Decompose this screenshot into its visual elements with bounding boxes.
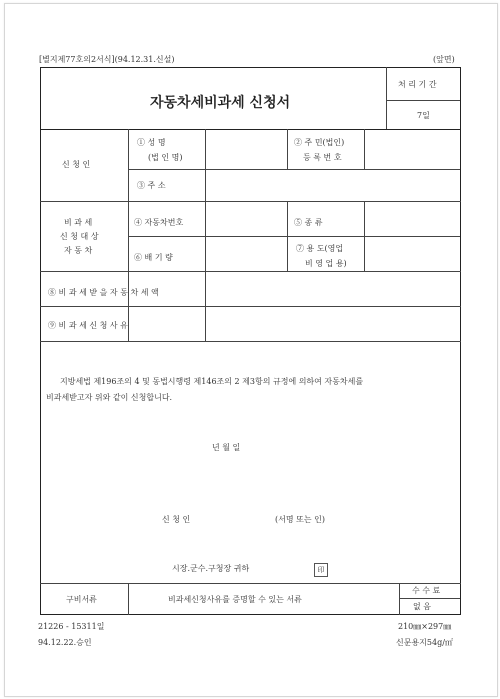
vehicle-section-label-2: 신 청 대 상: [60, 232, 99, 241]
form-title: 자동차세비과세 신청서: [150, 95, 291, 111]
title-divider: [386, 67, 387, 129]
name-label: ① 성 명: [137, 138, 166, 147]
processing-period-label: 처 리 기 간: [398, 80, 437, 89]
paper-size: 210㎜×297㎜: [398, 622, 452, 631]
vehicle-section-label-3: 자 동 차: [64, 246, 93, 255]
exempt-row-divider: [40, 306, 461, 307]
section-label-divider: [128, 129, 129, 341]
rrn-label-sub: 등 록 번 호: [303, 153, 342, 162]
paper-type: 신문용지54g/㎡: [396, 638, 453, 647]
reason-row-divider: [40, 341, 461, 342]
vehicle-section-label-1: 비 과 세: [64, 218, 93, 227]
vehicle-row-divider: [128, 236, 460, 237]
statement-line-2: 비과세받고자 위와 같이 신청합니다.: [46, 393, 173, 402]
period-divider: [386, 100, 460, 101]
name-label-corp: (법 인 명): [148, 153, 183, 162]
vehicle-type-label: ⑤ 종 류: [294, 218, 323, 227]
fee-value: 없 음: [413, 602, 431, 611]
seal-mark: 印: [314, 563, 328, 577]
documents-top-border: [40, 583, 461, 584]
processing-period-value: 7일: [417, 111, 430, 120]
usage-label: ⑦ 용 도(영업: [296, 244, 344, 253]
form-top-border: [40, 67, 461, 68]
field-label-divider: [205, 129, 206, 341]
fee-row-divider: [399, 598, 460, 599]
page-side-label: (앞면): [433, 55, 455, 64]
approval-date: 94.12.22.승인: [38, 638, 92, 647]
form-code: 21226 - 15311일: [38, 622, 105, 631]
applicant-sign-line: 신 청 인: [162, 515, 191, 524]
applicant-row-divider: [128, 169, 460, 170]
statement-line-1: 지방세법 제196조의 4 및 동법시행령 제146조의 2 제3항의 규정에 의하여 자동차세를: [60, 377, 364, 386]
fee-divider: [399, 583, 400, 615]
applicant-bottom-border: [40, 201, 461, 202]
fee-label: 수 수 료: [412, 586, 441, 595]
form-number: [별지제77호의2서식](94.12.31.신설): [39, 55, 175, 64]
rrn-label-left-divider: [287, 129, 288, 169]
vehicle-bottom-border: [40, 271, 461, 272]
form-bottom-border: [40, 614, 461, 615]
documents-value: 비과세신청사유를 증명할 수 있는 서류: [168, 595, 302, 604]
rrn-label: ② 주 민(법인): [294, 138, 345, 147]
title-bottom-border: [40, 129, 461, 130]
recipient-line: 시장.군수.구청장 귀하: [172, 564, 250, 573]
reg-number-label: ④ 자동차번호: [134, 218, 184, 227]
exempt-reason-label: ⑨ 비 과 세 신 청 사 유: [48, 321, 128, 330]
documents-label: 구비서류: [66, 595, 97, 604]
displacement-label: ⑥ 배 기 량: [134, 253, 173, 262]
documents-label-divider: [128, 583, 129, 615]
signature-label: (서명 또는 인): [275, 515, 325, 524]
date-line: 년 월 일: [212, 443, 241, 452]
rrn-label-right-divider: [364, 129, 365, 169]
address-label: ③ 주 소: [137, 181, 166, 190]
exempt-amount-label: ⑧ 비 과 세 받 을 자 동 차 세 액: [48, 288, 159, 297]
usage-label-sub: 비 영 업 용): [305, 259, 347, 268]
applicant-section-label: 신 청 인: [62, 160, 91, 169]
